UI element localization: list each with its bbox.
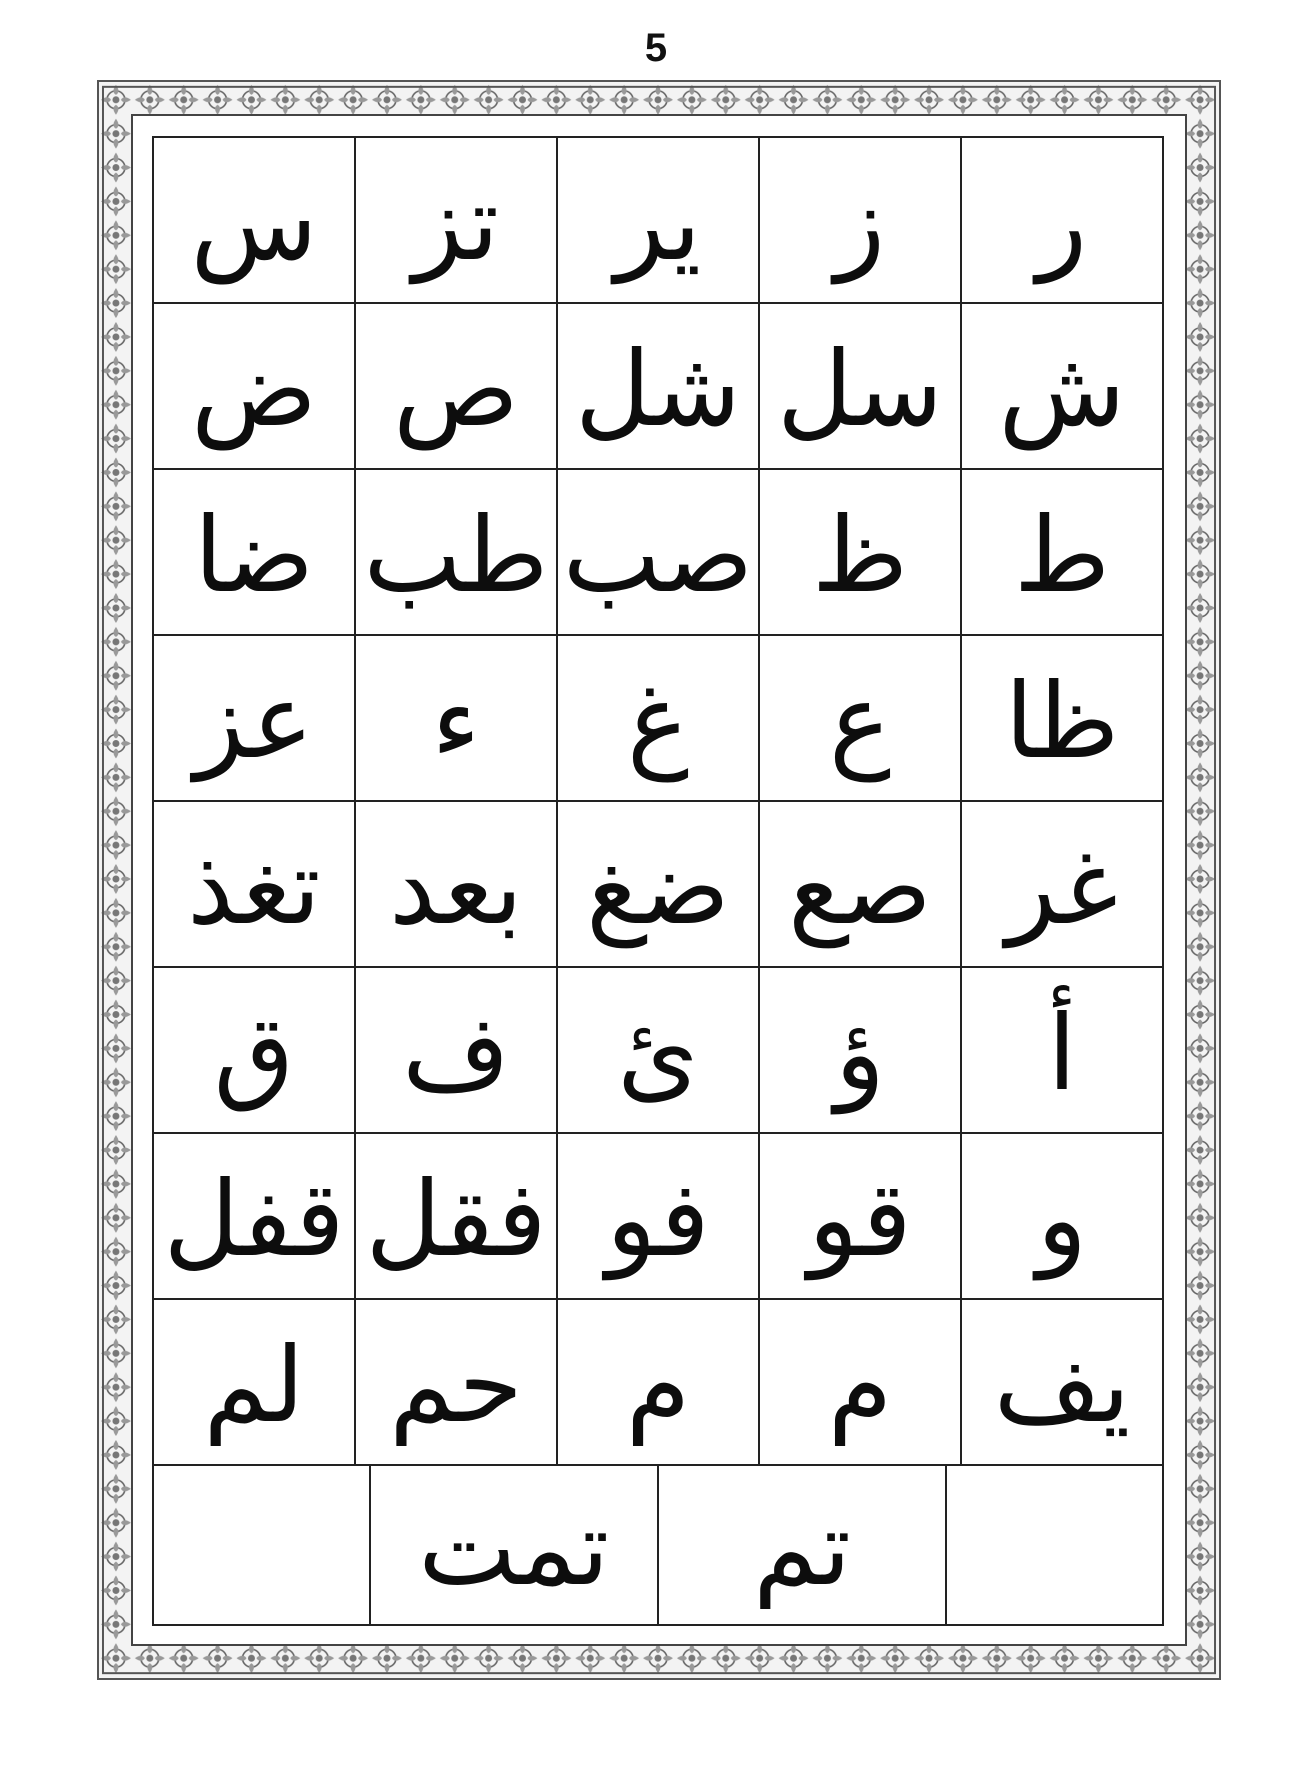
- letter-cell: م: [556, 1300, 758, 1464]
- letter-cell: شل: [556, 304, 758, 468]
- letter-cell: يف: [960, 1300, 1162, 1464]
- letter-cell: تز: [354, 138, 556, 302]
- grid-row-9: [154, 1466, 1162, 1624]
- grid-row-6: [154, 968, 1162, 1134]
- letter-cell: عز: [194, 660, 314, 782]
- letter-cell: ز: [758, 138, 960, 302]
- letter-cell: ط: [960, 470, 1162, 634]
- grid-row-2: [154, 304, 1162, 470]
- letter-cell: ع: [758, 636, 960, 800]
- letter-cell: [154, 1466, 369, 1624]
- letter-cell: ء: [354, 636, 556, 800]
- letter-cell: ؤ: [758, 968, 960, 1132]
- letter-cell: ش: [960, 304, 1162, 468]
- letter-cell: فو: [556, 1134, 758, 1298]
- grid-row-8: [154, 1300, 1162, 1466]
- letter-cell: تغذ: [187, 826, 321, 948]
- letter-cell: حم: [354, 1300, 556, 1464]
- letter-cell: ق: [213, 992, 295, 1114]
- letter-cell: طب: [354, 470, 556, 634]
- letter-cell: ظ: [758, 470, 960, 634]
- letter-cell: تم: [657, 1466, 945, 1624]
- letter-grid: [152, 136, 1164, 1626]
- grid-row-7: [154, 1134, 1162, 1300]
- letter-cell: صع: [758, 802, 960, 966]
- letter-cell: صب: [556, 470, 758, 634]
- letter-cell: فقل: [354, 1134, 556, 1298]
- letter-cell: سل: [758, 304, 960, 468]
- letter-cell: ئ: [556, 968, 758, 1132]
- letter-cell: ضا: [194, 494, 314, 616]
- letter-cell: لم: [203, 1324, 305, 1446]
- grid-row-1: [154, 138, 1162, 304]
- letter-cell: ضغ: [556, 802, 758, 966]
- page-number: 5: [644, 26, 668, 70]
- letter-cell: ص: [354, 304, 556, 468]
- letter-cell: ف: [354, 968, 556, 1132]
- letter-cell: م: [758, 1300, 960, 1464]
- letter-cell: غ: [556, 636, 758, 800]
- letter-cell: ظا: [960, 636, 1162, 800]
- letter-cell: أ: [960, 968, 1162, 1132]
- letter-cell: س: [190, 162, 318, 284]
- letter-cell: قفل: [163, 1158, 345, 1280]
- letter-cell: و: [960, 1134, 1162, 1298]
- grid-row-3: [154, 470, 1162, 636]
- letter-cell: ير: [556, 138, 758, 302]
- letter-cell: بعد: [354, 802, 556, 966]
- letter-cell: تمت: [369, 1466, 657, 1624]
- letter-cell: غر: [960, 802, 1162, 966]
- letter-cell: قو: [758, 1134, 960, 1298]
- letter-cell: [945, 1466, 1162, 1624]
- grid-row-4: [154, 636, 1162, 802]
- grid-row-5: [154, 802, 1162, 968]
- letter-cell: ض: [191, 328, 317, 450]
- letter-cell: ر: [960, 138, 1162, 302]
